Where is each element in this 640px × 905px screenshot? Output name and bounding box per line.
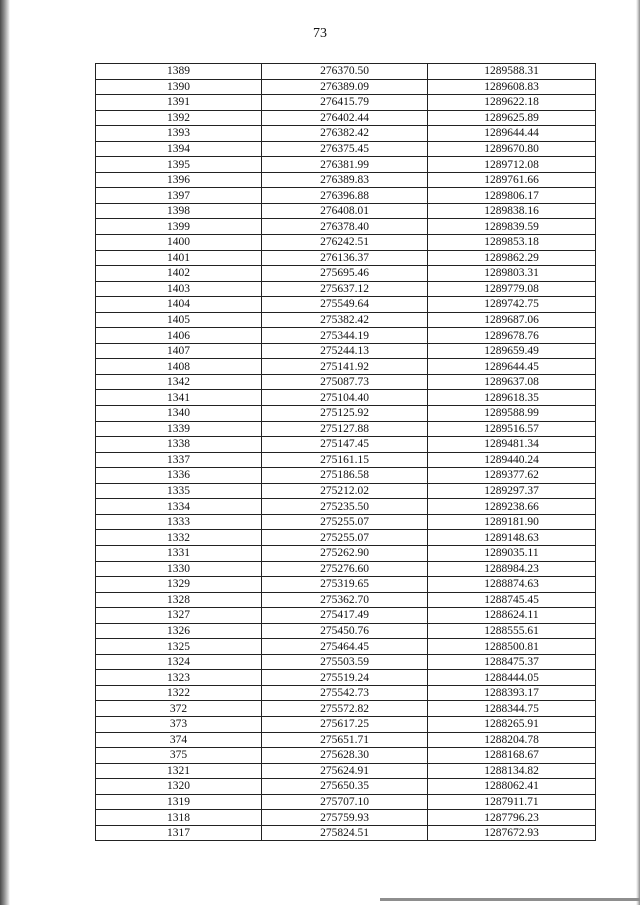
y-coordinate-cell: 1289148.63 <box>428 530 596 546</box>
y-coordinate-cell: 1289678.76 <box>428 328 596 344</box>
x-coordinate-cell: 275344.19 <box>262 328 428 344</box>
x-coordinate-cell: 275628.30 <box>262 748 428 764</box>
table-row <box>96 203 596 219</box>
table-row <box>96 483 596 499</box>
point-number-cell: 1335 <box>96 483 262 499</box>
y-coordinate-cell: 1289806.17 <box>428 188 596 204</box>
x-coordinate-cell: 275637.12 <box>262 281 428 297</box>
y-coordinate-cell: 1289839.59 <box>428 219 596 235</box>
coordinates-table-body <box>96 64 596 841</box>
table-row <box>96 343 596 359</box>
table-row <box>96 64 596 80</box>
table-row <box>96 79 596 95</box>
y-coordinate-cell: 1289481.34 <box>428 437 596 453</box>
y-coordinate-cell: 1288393.17 <box>428 685 596 701</box>
table-row <box>96 157 596 173</box>
table-row <box>96 748 596 764</box>
point-number-cell: 1327 <box>96 608 262 624</box>
table-row <box>96 763 596 779</box>
scan-bottom-mark <box>380 898 640 901</box>
point-number-cell: 1324 <box>96 654 262 670</box>
y-coordinate-cell: 1289238.66 <box>428 499 596 515</box>
scan-left-edge <box>0 0 10 905</box>
x-coordinate-cell: 275244.13 <box>262 343 428 359</box>
point-number-cell: 375 <box>96 748 262 764</box>
point-number-cell: 373 <box>96 716 262 732</box>
point-number-cell: 1400 <box>96 235 262 251</box>
x-coordinate-cell: 275255.07 <box>262 514 428 530</box>
table-row <box>96 654 596 670</box>
y-coordinate-cell: 1289608.83 <box>428 79 596 95</box>
y-coordinate-cell: 1289588.99 <box>428 406 596 422</box>
point-number-cell: 1332 <box>96 530 262 546</box>
x-coordinate-cell: 275104.40 <box>262 390 428 406</box>
table-row <box>96 685 596 701</box>
y-coordinate-cell: 1289637.08 <box>428 374 596 390</box>
table-row <box>96 577 596 593</box>
point-number-cell: 1406 <box>96 328 262 344</box>
y-coordinate-cell: 1289670.80 <box>428 141 596 157</box>
y-coordinate-cell: 1289862.29 <box>428 250 596 266</box>
point-number-cell: 1403 <box>96 281 262 297</box>
x-coordinate-cell: 276382.42 <box>262 126 428 142</box>
y-coordinate-cell: 1288745.45 <box>428 592 596 608</box>
x-coordinate-cell: 275624.91 <box>262 763 428 779</box>
x-coordinate-cell: 276375.45 <box>262 141 428 157</box>
table-row <box>96 623 596 639</box>
scan-right-edge <box>636 0 640 905</box>
x-coordinate-cell: 276402.44 <box>262 110 428 126</box>
table-row <box>96 545 596 561</box>
x-coordinate-cell: 275125.92 <box>262 406 428 422</box>
point-number-cell: 1338 <box>96 437 262 453</box>
x-coordinate-cell: 276396.88 <box>262 188 428 204</box>
x-coordinate-cell: 275087.73 <box>262 374 428 390</box>
x-coordinate-cell: 275572.82 <box>262 701 428 717</box>
table-row <box>96 250 596 266</box>
table-row <box>96 608 596 624</box>
x-coordinate-cell: 275127.88 <box>262 421 428 437</box>
table-row <box>96 188 596 204</box>
x-coordinate-cell: 276370.50 <box>262 64 428 80</box>
point-number-cell: 1398 <box>96 203 262 219</box>
point-number-cell: 1323 <box>96 670 262 686</box>
point-number-cell: 1405 <box>96 312 262 328</box>
table-row <box>96 561 596 577</box>
x-coordinate-cell: 275141.92 <box>262 359 428 375</box>
x-coordinate-cell: 275186.58 <box>262 468 428 484</box>
y-coordinate-cell: 1289622.18 <box>428 95 596 111</box>
y-coordinate-cell: 1288475.37 <box>428 654 596 670</box>
y-coordinate-cell: 1288134.82 <box>428 763 596 779</box>
y-coordinate-cell: 1289742.75 <box>428 297 596 313</box>
x-coordinate-cell: 275417.49 <box>262 608 428 624</box>
point-number-cell: 1402 <box>96 266 262 282</box>
table-row <box>96 126 596 142</box>
y-coordinate-cell: 1289297.37 <box>428 483 596 499</box>
table-row <box>96 530 596 546</box>
point-number-cell: 1389 <box>96 64 262 80</box>
y-coordinate-cell: 1288500.81 <box>428 639 596 655</box>
y-coordinate-cell: 1288168.67 <box>428 748 596 764</box>
point-number-cell: 1318 <box>96 810 262 826</box>
y-coordinate-cell: 1289853.18 <box>428 235 596 251</box>
table-row <box>96 328 596 344</box>
table-row <box>96 794 596 810</box>
table-row <box>96 390 596 406</box>
point-number-cell: 1341 <box>96 390 262 406</box>
point-number-cell: 1329 <box>96 577 262 593</box>
point-number-cell: 1396 <box>96 172 262 188</box>
point-number-cell: 1331 <box>96 545 262 561</box>
x-coordinate-cell: 276378.40 <box>262 219 428 235</box>
y-coordinate-cell: 1289838.16 <box>428 203 596 219</box>
point-number-cell: 1317 <box>96 825 262 841</box>
x-coordinate-cell: 276389.83 <box>262 172 428 188</box>
y-coordinate-cell: 1288624.11 <box>428 608 596 624</box>
x-coordinate-cell: 276389.09 <box>262 79 428 95</box>
table-row <box>96 592 596 608</box>
point-number-cell: 1407 <box>96 343 262 359</box>
y-coordinate-cell: 1288984.23 <box>428 561 596 577</box>
table-row <box>96 374 596 390</box>
table-row <box>96 421 596 437</box>
point-number-cell: 1394 <box>96 141 262 157</box>
x-coordinate-cell: 275650.35 <box>262 779 428 795</box>
point-number-cell: 1319 <box>96 794 262 810</box>
table-row <box>96 514 596 530</box>
table-row <box>96 732 596 748</box>
x-coordinate-cell: 275276.60 <box>262 561 428 577</box>
table-row <box>96 716 596 732</box>
point-number-cell: 1325 <box>96 639 262 655</box>
y-coordinate-cell: 1287672.93 <box>428 825 596 841</box>
y-coordinate-cell: 1288555.61 <box>428 623 596 639</box>
point-number-cell: 1408 <box>96 359 262 375</box>
point-number-cell: 1401 <box>96 250 262 266</box>
y-coordinate-cell: 1289644.44 <box>428 126 596 142</box>
table-row <box>96 639 596 655</box>
point-number-cell: 1322 <box>96 685 262 701</box>
table-row <box>96 312 596 328</box>
table-row <box>96 670 596 686</box>
point-number-cell: 1392 <box>96 110 262 126</box>
x-coordinate-cell: 275319.65 <box>262 577 428 593</box>
x-coordinate-cell: 275235.50 <box>262 499 428 515</box>
point-number-cell: 1395 <box>96 157 262 173</box>
x-coordinate-cell: 275549.64 <box>262 297 428 313</box>
x-coordinate-cell: 275362.70 <box>262 592 428 608</box>
table-row <box>96 701 596 717</box>
x-coordinate-cell: 275255.07 <box>262 530 428 546</box>
y-coordinate-cell: 1289644.45 <box>428 359 596 375</box>
x-coordinate-cell: 275161.15 <box>262 452 428 468</box>
table-row <box>96 779 596 795</box>
x-coordinate-cell: 275503.59 <box>262 654 428 670</box>
point-number-cell: 1340 <box>96 406 262 422</box>
point-number-cell: 1330 <box>96 561 262 577</box>
x-coordinate-cell: 275707.10 <box>262 794 428 810</box>
y-coordinate-cell: 1289625.89 <box>428 110 596 126</box>
y-coordinate-cell: 1289779.08 <box>428 281 596 297</box>
y-coordinate-cell: 1287911.71 <box>428 794 596 810</box>
point-number-cell: 1390 <box>96 79 262 95</box>
y-coordinate-cell: 1289440.24 <box>428 452 596 468</box>
table-row <box>96 359 596 375</box>
x-coordinate-cell: 276408.01 <box>262 203 428 219</box>
point-number-cell: 1342 <box>96 374 262 390</box>
y-coordinate-cell: 1289377.62 <box>428 468 596 484</box>
y-coordinate-cell: 1289035.11 <box>428 545 596 561</box>
point-number-cell: 1397 <box>96 188 262 204</box>
table-row <box>96 266 596 282</box>
y-coordinate-cell: 1289803.31 <box>428 266 596 282</box>
x-coordinate-cell: 275824.51 <box>262 825 428 841</box>
point-number-cell: 1334 <box>96 499 262 515</box>
x-coordinate-cell: 275262.90 <box>262 545 428 561</box>
point-number-cell: 1320 <box>96 779 262 795</box>
x-coordinate-cell: 275759.93 <box>262 810 428 826</box>
table-row <box>96 219 596 235</box>
table-row <box>96 172 596 188</box>
x-coordinate-cell: 275542.73 <box>262 685 428 701</box>
table-row <box>96 437 596 453</box>
point-number-cell: 1336 <box>96 468 262 484</box>
point-number-cell: 1326 <box>96 623 262 639</box>
x-coordinate-cell: 275519.24 <box>262 670 428 686</box>
y-coordinate-cell: 1289687.06 <box>428 312 596 328</box>
x-coordinate-cell: 275382.42 <box>262 312 428 328</box>
page-number: 73 <box>313 26 327 41</box>
x-coordinate-cell: 275212.02 <box>262 483 428 499</box>
point-number-cell: 1393 <box>96 126 262 142</box>
y-coordinate-cell: 1289516.57 <box>428 421 596 437</box>
y-coordinate-cell: 1288344.75 <box>428 701 596 717</box>
table-row <box>96 452 596 468</box>
table-row <box>96 110 596 126</box>
y-coordinate-cell: 1288062.41 <box>428 779 596 795</box>
point-number-cell: 1321 <box>96 763 262 779</box>
y-coordinate-cell: 1289659.49 <box>428 343 596 359</box>
x-coordinate-cell: 275450.76 <box>262 623 428 639</box>
y-coordinate-cell: 1289761.66 <box>428 172 596 188</box>
x-coordinate-cell: 276381.99 <box>262 157 428 173</box>
x-coordinate-cell: 275617.25 <box>262 716 428 732</box>
x-coordinate-cell: 276415.79 <box>262 95 428 111</box>
point-number-cell: 1404 <box>96 297 262 313</box>
y-coordinate-cell: 1287796.23 <box>428 810 596 826</box>
point-number-cell: 1391 <box>96 95 262 111</box>
point-number-cell: 1339 <box>96 421 262 437</box>
y-coordinate-cell: 1289618.35 <box>428 390 596 406</box>
table-row <box>96 297 596 313</box>
y-coordinate-cell: 1289181.90 <box>428 514 596 530</box>
x-coordinate-cell: 275695.46 <box>262 266 428 282</box>
point-number-cell: 372 <box>96 701 262 717</box>
table-row <box>96 825 596 841</box>
x-coordinate-cell: 276136.37 <box>262 250 428 266</box>
point-number-cell: 1399 <box>96 219 262 235</box>
table-row <box>96 141 596 157</box>
y-coordinate-cell: 1289712.08 <box>428 157 596 173</box>
table-row <box>96 810 596 826</box>
x-coordinate-cell: 275651.71 <box>262 732 428 748</box>
table-row <box>96 95 596 111</box>
table-row <box>96 281 596 297</box>
y-coordinate-cell: 1288265.91 <box>428 716 596 732</box>
x-coordinate-cell: 276242.51 <box>262 235 428 251</box>
point-number-cell: 374 <box>96 732 262 748</box>
y-coordinate-cell: 1288444.05 <box>428 670 596 686</box>
x-coordinate-cell: 275464.45 <box>262 639 428 655</box>
table-row <box>96 468 596 484</box>
table-row <box>96 499 596 515</box>
coordinates-table <box>95 63 596 841</box>
point-number-cell: 1333 <box>96 514 262 530</box>
y-coordinate-cell: 1288204.78 <box>428 732 596 748</box>
y-coordinate-cell: 1289588.31 <box>428 64 596 80</box>
x-coordinate-cell: 275147.45 <box>262 437 428 453</box>
point-number-cell: 1328 <box>96 592 262 608</box>
point-number-cell: 1337 <box>96 452 262 468</box>
y-coordinate-cell: 1288874.63 <box>428 577 596 593</box>
table-row <box>96 235 596 251</box>
table-row <box>96 406 596 422</box>
